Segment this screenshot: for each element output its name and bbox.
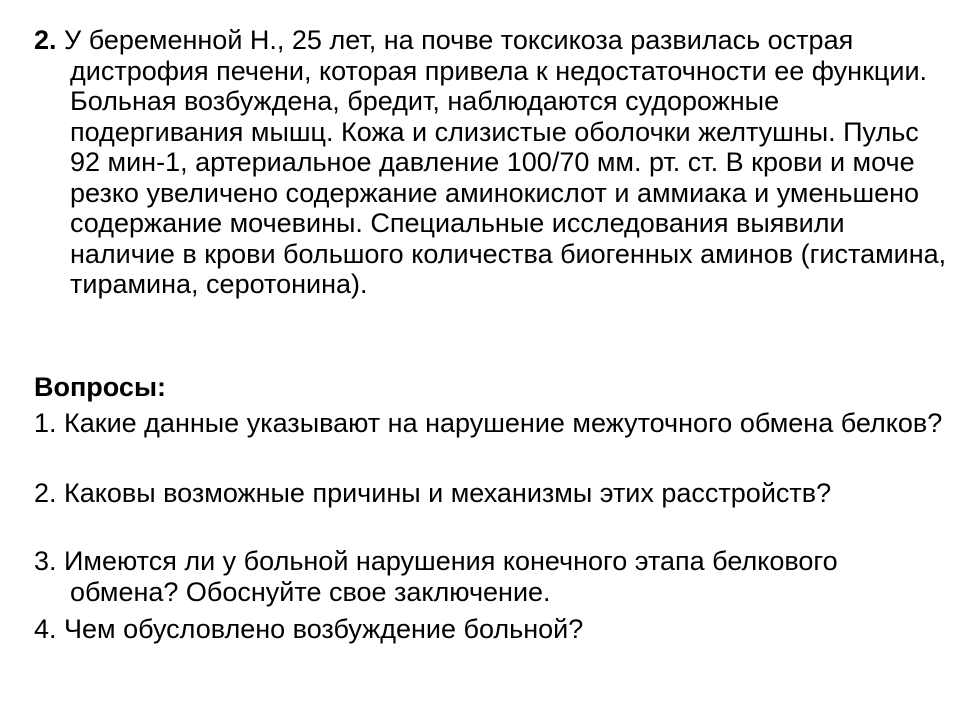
questions-heading: Вопросы: [34, 372, 166, 402]
question-item-2: 2. Каковы возможные причины и механизмы этих расстройств? [34, 478, 832, 508]
case-number: 2. [34, 25, 57, 55]
case-text: У беременной Н., 25 лет, на почве токсикоза развилась острая дистрофия печени, которая привела к недостаточности ее функции. Больная возбуждена, бредит, наблюдаются судорожные подергивания мышц. Кожа и слизистые оболочки желтушны. Пульс 92 мин-1, артериальное давление 100/70 мм. рт. ст. В крови и моче резко увеличено содержание аминокислот и аммиака и уменьшено содержание мочевины. Специальные исследования выявили наличие в крови большого количества биогенных аминов (гистамина, тирамина, серотонина). [64, 25, 947, 299]
question-item-3: 3. Имеются ли у больной нарушения конечного этапа белкового обмена? Обоснуйте свое заключение. [34, 546, 838, 607]
question-item-4: 4. Чем обусловлено возбуждение больной? [34, 614, 584, 644]
case-paragraph [34, 25, 950, 300]
question-item-1: 1. Какие данные указывают на нарушение межуточного обмена белков? [34, 408, 943, 438]
